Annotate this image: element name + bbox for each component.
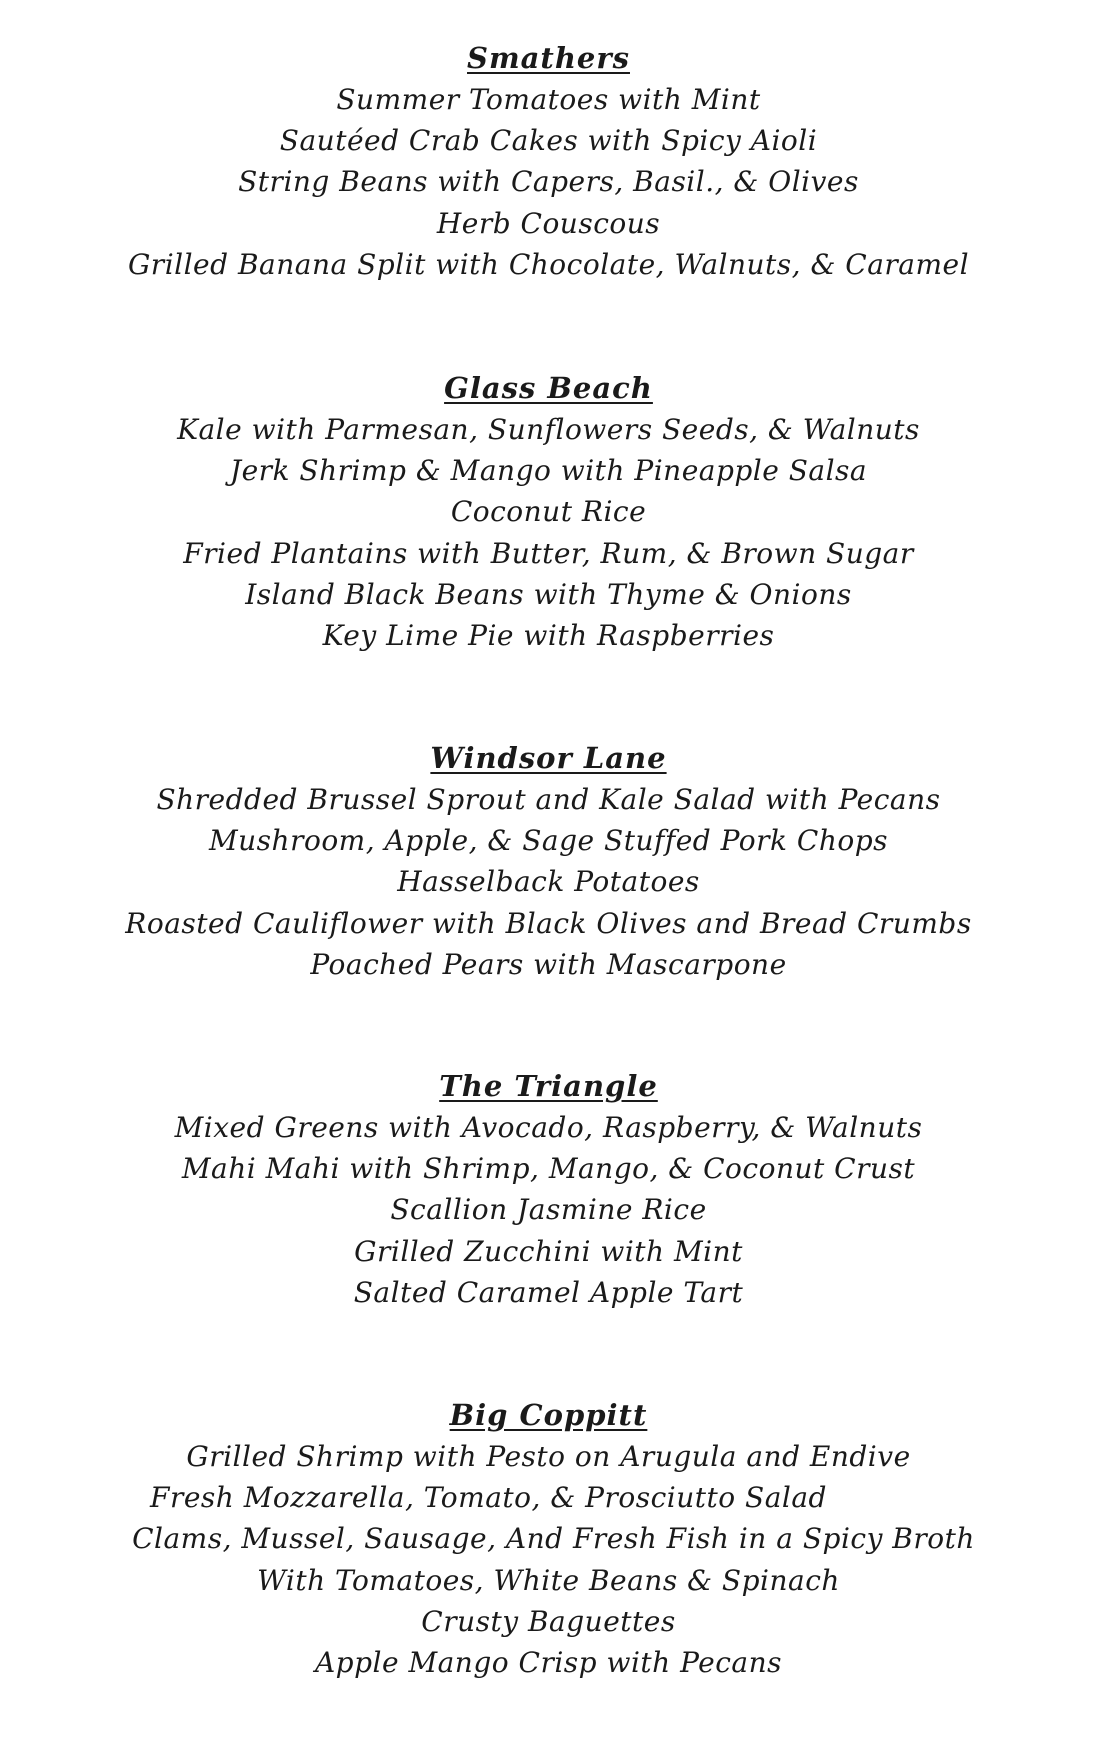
section-title: Glass Beach	[444, 371, 653, 405]
dish-item: Grilled Banana Split with Chocolate, Walnuts, & Caramel	[127, 247, 970, 281]
menu-section-big-coppitt	[0, 1395, 1097, 1683]
dish-list	[0, 409, 1097, 656]
dish-item: Summer Tomatoes with Mint	[336, 83, 761, 116]
dish-item: Scallion Jasmine Rice	[390, 1193, 707, 1227]
dish-item: Hasselback Potatoes	[397, 865, 700, 899]
dish-list	[0, 79, 1097, 285]
dish-item: Mushroom, Apple, & Sage Stuffed Pork Chops	[208, 824, 889, 858]
dish-item: Kale with Parmesan, Sunflowers Seeds, & Walnuts	[177, 413, 920, 446]
dish-item: Coconut Rice	[450, 495, 647, 529]
section-title: Big Coppitt	[449, 1398, 648, 1432]
dish-item: Jerk Shrimp & Mango with Pineapple Salsa	[229, 454, 868, 488]
dish-item: Roasted Cauliflower with Black Olives and Bread Crumbs	[125, 906, 972, 940]
dish-item: Key Lime Pie with Raspberries	[322, 619, 775, 653]
dish-item: Poached Pears with Mascarpone	[310, 947, 787, 981]
dish-item: Sautéed Crab Cakes with Spicy Aioli	[279, 124, 818, 158]
dish-item: Mahi Mahi with Shrimp, Mango, & Coconut Crust	[181, 1152, 916, 1186]
dish-item: With Tomatoes, White Beans & Spinach	[257, 1563, 840, 1597]
menu-section-smathers	[0, 38, 1097, 285]
dish-item: Salted Caramel Apple Tart	[353, 1275, 744, 1309]
dish-item: Island Black Beans with Thyme & Onions	[245, 577, 852, 611]
menu-section-the-triangle	[0, 1066, 1097, 1313]
menu-section-windsor-lane	[0, 738, 1097, 985]
section-title: The Triangle	[439, 1069, 658, 1103]
dish-item: Grilled Zucchini with Mint	[354, 1234, 743, 1268]
dish-item: Herb Couscous	[436, 206, 661, 240]
dish-item: Apple Mango Crisp with Pecans	[314, 1646, 783, 1680]
dish-list	[0, 1107, 1097, 1313]
section-title: Smathers	[467, 41, 630, 75]
dish-item: Fresh Mozzarella, Tomato, & Prosciutto Salad	[150, 1481, 827, 1515]
dish-item: Clams, Mussel, Sausage, And Fresh Fish in a Spicy Broth	[132, 1522, 975, 1556]
dish-item: Mixed Greens with Avocado, Raspberry, & Walnuts	[174, 1111, 923, 1144]
dish-list	[0, 779, 1097, 985]
section-title: Windsor Lane	[430, 741, 667, 775]
dish-item: Fried Plantains with Butter, Rum, & Brown Sugar	[183, 536, 914, 570]
menu-section-glass-beach	[0, 368, 1097, 656]
dish-list	[0, 1436, 1097, 1683]
dish-item: Grilled Shrimp with Pesto on Arugula and Endive	[186, 1440, 911, 1473]
dish-item: String Beans with Capers, Basil., & Olives	[238, 165, 859, 199]
dish-item: Shredded Brussel Sprout and Kale Salad with Pecans	[156, 783, 941, 816]
dish-item: Crusty Baguettes	[421, 1604, 676, 1638]
